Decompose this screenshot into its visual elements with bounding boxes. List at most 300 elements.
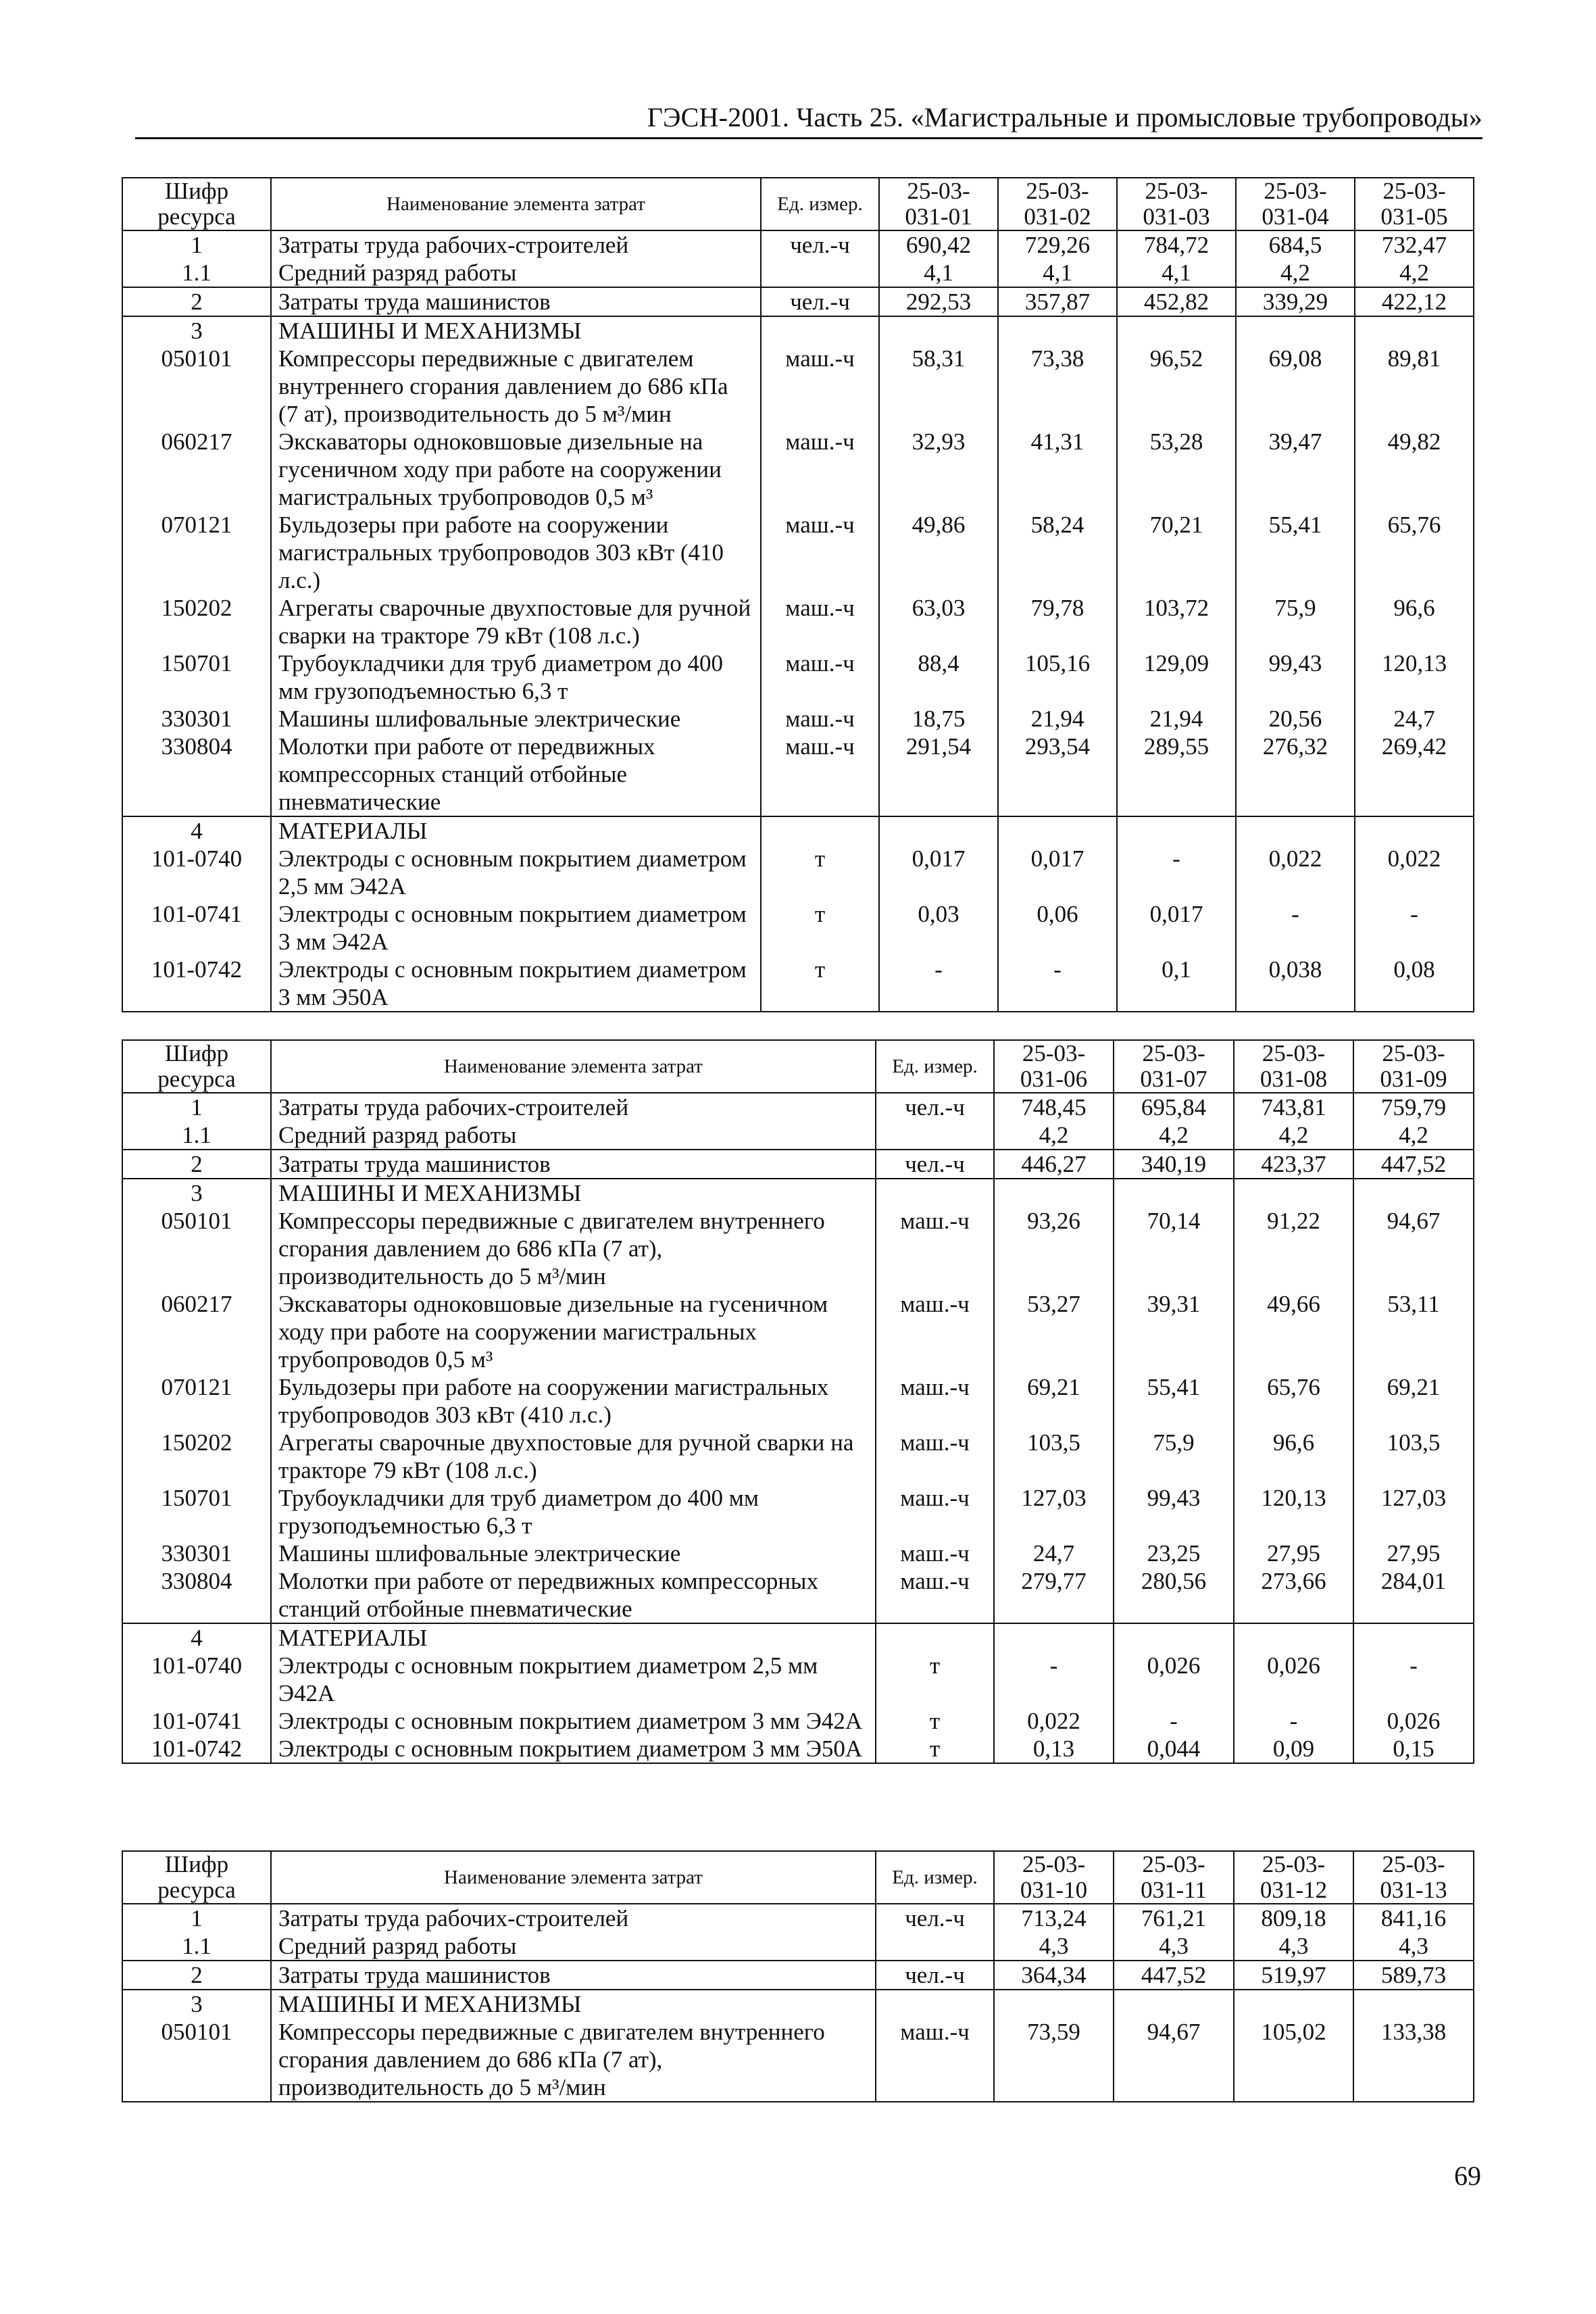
cost-element-name-cell: Средний разряд работы <box>271 1932 876 1961</box>
value-cell: 289,55 <box>1117 733 1236 816</box>
value-cell: 79,78 <box>998 594 1117 649</box>
value-cell <box>1117 816 1236 845</box>
unit-cell: т <box>761 956 879 1012</box>
value-cell <box>998 316 1117 345</box>
unit-cell: чел.-ч <box>761 287 879 316</box>
value-cell: 0,017 <box>879 845 998 900</box>
value-cell: 69,08 <box>1236 345 1355 428</box>
column-header-norm: 25-03-031-08 <box>1234 1040 1353 1093</box>
value-cell: - <box>998 956 1117 1012</box>
unit-cell: чел.-ч <box>876 1150 994 1179</box>
value-cell <box>1234 1179 1353 1207</box>
value-cell: 4,1 <box>879 259 998 287</box>
value-cell: 99,43 <box>1114 1484 1234 1540</box>
value-cell: 0,1 <box>1117 956 1236 1012</box>
unit-cell: чел.-ч <box>876 1961 994 1990</box>
cost-element-name-cell: Электроды с основным покрытием диаметром 2,5 мм Э42А <box>271 1652 876 1707</box>
value-cell <box>1114 1990 1234 2018</box>
table-row <box>122 1904 1474 1932</box>
value-cell: 340,19 <box>1114 1150 1234 1179</box>
value-cell: 4,2 <box>1355 259 1474 287</box>
unit-cell: т <box>876 1652 994 1707</box>
value-cell: 291,54 <box>879 733 998 816</box>
resource-code-cell: 1 <box>122 1904 271 1932</box>
resource-code-cell: 101-0742 <box>122 1735 271 1763</box>
value-cell: 0,044 <box>1114 1735 1234 1763</box>
resource-code-cell: 050101 <box>122 345 271 428</box>
resource-code-cell: 330804 <box>122 733 271 816</box>
value-cell: 743,81 <box>1234 1093 1353 1121</box>
resource-code-cell: 070121 <box>122 1373 271 1429</box>
resource-code-cell: 050101 <box>122 1207 271 1290</box>
column-header-norm: 25-03-031-03 <box>1117 178 1236 230</box>
cost-element-name-cell: Бульдозеры при работе на сооружении магистральных трубопроводов 303 кВт (410 л.с.) <box>271 1373 876 1429</box>
value-cell: - <box>1234 1707 1353 1735</box>
table-row <box>122 1707 1474 1735</box>
cost-element-name-cell: Агрегаты сварочные двухпостовые для ручной сварки на тракторе 79 кВт (108 л.с.) <box>271 1429 876 1484</box>
value-cell: 446,27 <box>994 1150 1114 1179</box>
value-cell: 0,03 <box>879 900 998 956</box>
value-cell: 70,14 <box>1114 1207 1234 1290</box>
value-cell: 0,09 <box>1234 1735 1353 1763</box>
column-header-norm: 25-03-031-11 <box>1114 1851 1234 1904</box>
table-row <box>122 1373 1474 1429</box>
resource-code-cell: 3 <box>122 316 271 345</box>
norms-table-2 <box>122 1039 1474 1764</box>
value-cell <box>994 1623 1114 1652</box>
value-cell: 4,3 <box>1353 1932 1474 1961</box>
value-cell: 69,21 <box>1353 1373 1474 1429</box>
resource-code-cell: 060217 <box>122 428 271 511</box>
unit-cell <box>876 1990 994 2018</box>
cost-element-name-cell: Электроды с основным покрытием диаметром 3 мм Э50А <box>271 956 761 1012</box>
value-cell: 809,18 <box>1234 1904 1353 1932</box>
value-cell: 280,56 <box>1114 1567 1234 1623</box>
resource-code-cell: 150202 <box>122 1429 271 1484</box>
section-row <box>122 1179 1474 1207</box>
value-cell: 58,24 <box>998 511 1117 594</box>
value-cell: 748,45 <box>994 1093 1114 1121</box>
unit-cell: маш.-ч <box>876 1373 994 1429</box>
value-cell: 4,2 <box>994 1121 1114 1150</box>
value-cell: 91,22 <box>1234 1207 1353 1290</box>
value-cell: 105,02 <box>1234 2018 1353 2102</box>
value-cell: 63,03 <box>879 594 998 649</box>
unit-cell: маш.-ч <box>876 2018 994 2102</box>
unit-cell <box>876 1179 994 1207</box>
value-cell: 4,2 <box>1114 1121 1234 1150</box>
value-cell: 0,026 <box>1114 1652 1234 1707</box>
value-cell: 422,12 <box>1355 287 1474 316</box>
value-cell: 4,1 <box>1117 259 1236 287</box>
value-cell: 292,53 <box>879 287 998 316</box>
page-header-title: ГЭСН-2001. Часть 25. «Магистральные и промысловые трубопроводы» <box>135 101 1482 139</box>
value-cell: 0,06 <box>998 900 1117 956</box>
value-cell: 452,82 <box>1117 287 1236 316</box>
column-header-norm: 25-03-031-09 <box>1353 1040 1474 1093</box>
table-row <box>122 705 1474 733</box>
value-cell <box>1355 316 1474 345</box>
unit-cell: маш.-ч <box>761 705 879 733</box>
unit-cell: чел.-ч <box>761 230 879 259</box>
value-cell: 21,94 <box>1117 705 1236 733</box>
value-cell: 24,7 <box>994 1540 1114 1567</box>
resource-code-cell: 060217 <box>122 1290 271 1373</box>
value-cell: 4,3 <box>994 1932 1114 1961</box>
value-cell: 4,2 <box>1236 259 1355 287</box>
value-cell: 103,72 <box>1117 594 1236 649</box>
resource-code-cell: 4 <box>122 816 271 845</box>
column-header-norm: 25-03-031-01 <box>879 178 998 230</box>
resource-code-cell: 330301 <box>122 1540 271 1567</box>
resource-code-cell: 330804 <box>122 1567 271 1623</box>
value-cell: 339,29 <box>1236 287 1355 316</box>
table-row <box>122 1484 1474 1540</box>
unit-cell: т <box>761 845 879 900</box>
value-cell <box>994 1990 1114 2018</box>
cost-element-name-cell: Электроды с основным покрытием диаметром 3 мм Э42А <box>271 900 761 956</box>
table-row <box>122 649 1474 705</box>
value-cell: 423,37 <box>1234 1150 1353 1179</box>
cost-element-name-cell: Компрессоры передвижные с двигателем внутреннего сгорания давлением до 686 кПа (7 ат), производительность до 5 м³/мин <box>271 345 761 428</box>
value-cell: 0,13 <box>994 1735 1114 1763</box>
cost-element-name-cell: Машины шлифовальные электрические <box>271 705 761 733</box>
resource-code-cell: 070121 <box>122 511 271 594</box>
table-row <box>122 1932 1474 1961</box>
resource-code-cell: 1.1 <box>122 1932 271 1961</box>
table-row <box>122 1207 1474 1290</box>
cost-element-name-cell: Бульдозеры при работе на сооружении магистральных трубопроводов 303 кВт (410 л.с.) <box>271 511 761 594</box>
value-cell: 0,15 <box>1353 1735 1474 1763</box>
value-cell <box>879 816 998 845</box>
resource-code-cell: 4 <box>122 1623 271 1652</box>
value-cell: 273,66 <box>1234 1567 1353 1623</box>
resource-code-cell: 150202 <box>122 594 271 649</box>
value-cell: 0,026 <box>1234 1652 1353 1707</box>
value-cell: 96,52 <box>1117 345 1236 428</box>
unit-cell: маш.-ч <box>876 1540 994 1567</box>
column-header-norm: 25-03-031-04 <box>1236 178 1355 230</box>
cost-element-name-cell: Трубоукладчики для труб диаметром до 400 мм грузоподъемностью 6,3 т <box>271 649 761 705</box>
cost-element-name-cell: Молотки при работе от передвижных компрессорных станций отбойные пневматические <box>271 1567 876 1623</box>
cost-element-name-cell: Затраты труда машинистов <box>271 1961 876 1990</box>
value-cell: 39,31 <box>1114 1290 1234 1373</box>
value-cell: - <box>1117 845 1236 900</box>
value-cell: 53,27 <box>994 1290 1114 1373</box>
value-cell: 27,95 <box>1234 1540 1353 1567</box>
resource-code-cell: 3 <box>122 1179 271 1207</box>
value-cell: 4,2 <box>1234 1121 1353 1150</box>
value-cell <box>994 1179 1114 1207</box>
column-header-name: Наименование элемента затрат <box>271 1851 876 1904</box>
value-cell <box>1234 1623 1353 1652</box>
table-row <box>122 1150 1474 1179</box>
value-cell: 684,5 <box>1236 230 1355 259</box>
value-cell: 41,31 <box>998 428 1117 511</box>
table-row <box>122 511 1474 594</box>
value-cell: 75,9 <box>1236 594 1355 649</box>
value-cell: 70,21 <box>1117 511 1236 594</box>
section-row <box>122 316 1474 345</box>
value-cell <box>1236 816 1355 845</box>
value-cell: - <box>1236 900 1355 956</box>
unit-cell: т <box>876 1707 994 1735</box>
value-cell: 713,24 <box>994 1904 1114 1932</box>
column-header-name: Наименование элемента затрат <box>271 178 761 230</box>
value-cell: 0,017 <box>1117 900 1236 956</box>
value-cell <box>1234 1990 1353 2018</box>
value-cell <box>1353 1623 1474 1652</box>
column-header-norm: 25-03-031-07 <box>1114 1040 1234 1093</box>
value-cell: 58,31 <box>879 345 998 428</box>
cost-element-name-cell: Экскаваторы одноковшовые дизельные на гусеничном ходу при работе на сооружении магистральных трубопроводов 0,5 м³ <box>271 428 761 511</box>
value-cell: 279,77 <box>994 1567 1114 1623</box>
table-row <box>122 733 1474 816</box>
value-cell: 447,52 <box>1353 1150 1474 1179</box>
value-cell: 94,67 <box>1114 2018 1234 2102</box>
value-cell: 732,47 <box>1355 230 1474 259</box>
section-row <box>122 816 1474 845</box>
table-row <box>122 594 1474 649</box>
table-row <box>122 345 1474 428</box>
cost-element-name-cell: Средний разряд работы <box>271 1121 876 1150</box>
value-cell: 21,94 <box>998 705 1117 733</box>
value-cell: - <box>1114 1707 1234 1735</box>
value-cell: 284,01 <box>1353 1567 1474 1623</box>
value-cell: 841,16 <box>1353 1904 1474 1932</box>
unit-cell: чел.-ч <box>876 1904 994 1932</box>
page-number: 69 <box>1454 2161 1481 2191</box>
column-header-unit: Ед. измер. <box>876 1851 994 1904</box>
value-cell: 589,73 <box>1353 1961 1474 1990</box>
resource-code-cell: 2 <box>122 1961 271 1990</box>
value-cell: 93,26 <box>994 1207 1114 1290</box>
value-cell: 96,6 <box>1234 1429 1353 1484</box>
resource-code-cell: 330301 <box>122 705 271 733</box>
section-title-cell: МАТЕРИАЛЫ <box>271 816 761 845</box>
unit-cell: маш.-ч <box>876 1567 994 1623</box>
resource-code-cell: 150701 <box>122 1484 271 1540</box>
cost-element-name-cell: Затраты труда рабочих-строителей <box>271 1904 876 1932</box>
table-row <box>122 1961 1474 1990</box>
value-cell: 293,54 <box>998 733 1117 816</box>
value-cell: 94,67 <box>1353 1207 1474 1290</box>
value-cell: 55,41 <box>1114 1373 1234 1429</box>
value-cell: 364,34 <box>994 1961 1114 1990</box>
cost-element-name-cell: Молотки при работе от передвижных компрессорных станций отбойные пневматические <box>271 733 761 816</box>
column-header-norm: 25-03-031-02 <box>998 178 1117 230</box>
section-title-cell: МАТЕРИАЛЫ <box>271 1623 876 1652</box>
value-cell: 75,9 <box>1114 1429 1234 1484</box>
cost-element-name-cell: Компрессоры передвижные с двигателем внутреннего сгорания давлением до 686 кПа (7 ат), производительность до 5 м³/мин <box>271 1207 876 1290</box>
value-cell: 99,43 <box>1236 649 1355 705</box>
unit-cell <box>761 816 879 845</box>
cost-element-name-cell: Электроды с основным покрытием диаметром 2,5 мм Э42А <box>271 845 761 900</box>
cost-element-name-cell: Компрессоры передвижные с двигателем внутреннего сгорания давлением до 686 кПа (7 ат), производительность до 5 м³/мин <box>271 2018 876 2102</box>
value-cell <box>1353 1179 1474 1207</box>
value-cell: - <box>994 1652 1114 1707</box>
cost-element-name-cell: Затраты труда рабочих-строителей <box>271 230 761 259</box>
value-cell <box>1355 816 1474 845</box>
resource-code-cell: 1 <box>122 230 271 259</box>
table-row <box>122 845 1474 900</box>
value-cell: 49,66 <box>1234 1290 1353 1373</box>
value-cell: 729,26 <box>998 230 1117 259</box>
table-row <box>122 2018 1474 2102</box>
unit-cell: маш.-ч <box>876 1484 994 1540</box>
value-cell: 65,76 <box>1234 1373 1353 1429</box>
value-cell <box>879 316 998 345</box>
value-cell: 88,4 <box>879 649 998 705</box>
unit-cell: маш.-ч <box>761 733 879 816</box>
resource-code-cell: 1.1 <box>122 1121 271 1150</box>
value-cell: 0,022 <box>1236 845 1355 900</box>
table-row <box>122 287 1474 316</box>
column-header-name: Наименование элемента затрат <box>271 1040 876 1093</box>
unit-cell: маш.-ч <box>761 345 879 428</box>
value-cell: 32,93 <box>879 428 998 511</box>
column-header-norm: 25-03-031-12 <box>1234 1851 1353 1904</box>
unit-cell: маш.-ч <box>876 1429 994 1484</box>
column-header-code: Шифр ресурса <box>122 1851 271 1904</box>
section-title-cell: МАШИНЫ И МЕХАНИЗМЫ <box>271 1990 876 2018</box>
table-row <box>122 1735 1474 1763</box>
table-row <box>122 1567 1474 1623</box>
section-row <box>122 1990 1474 2018</box>
value-cell <box>1114 1623 1234 1652</box>
unit-cell: маш.-ч <box>876 1290 994 1373</box>
table-row <box>122 1429 1474 1484</box>
value-cell: 53,11 <box>1353 1290 1474 1373</box>
unit-cell <box>876 1121 994 1150</box>
resource-code-cell: 3 <box>122 1990 271 2018</box>
value-cell: 519,97 <box>1234 1961 1353 1990</box>
cost-element-name-cell: Затраты труда машинистов <box>271 1150 876 1179</box>
value-cell: 0,08 <box>1355 956 1474 1012</box>
value-cell: - <box>1353 1652 1474 1707</box>
unit-cell: т <box>876 1735 994 1763</box>
column-header-code: Шифр ресурса <box>122 1040 271 1093</box>
table-row <box>122 1290 1474 1373</box>
table-row <box>122 1121 1474 1150</box>
norms-table-3 <box>122 1850 1474 2102</box>
resource-code-cell: 101-0741 <box>122 900 271 956</box>
value-cell: 276,32 <box>1236 733 1355 816</box>
value-cell: 49,82 <box>1355 428 1474 511</box>
value-cell: 20,56 <box>1236 705 1355 733</box>
table-row <box>122 956 1474 1012</box>
value-cell: 761,21 <box>1114 1904 1234 1932</box>
column-header-unit: Ед. измер. <box>761 178 879 230</box>
value-cell: 49,86 <box>879 511 998 594</box>
unit-cell <box>876 1623 994 1652</box>
unit-cell: маш.-ч <box>876 1207 994 1290</box>
value-cell: 103,5 <box>994 1429 1114 1484</box>
table-row <box>122 259 1474 287</box>
section-title-cell: МАШИНЫ И МЕХАНИЗМЫ <box>271 316 761 345</box>
value-cell: 447,52 <box>1114 1961 1234 1990</box>
value-cell: 690,42 <box>879 230 998 259</box>
value-cell: 0,022 <box>1355 845 1474 900</box>
value-cell: 53,28 <box>1117 428 1236 511</box>
value-cell: 4,1 <box>998 259 1117 287</box>
value-cell: 0,017 <box>998 845 1117 900</box>
table-row <box>122 428 1474 511</box>
cost-element-name-cell: Средний разряд работы <box>271 259 761 287</box>
unit-cell: т <box>761 900 879 956</box>
value-cell: 133,38 <box>1353 2018 1474 2102</box>
cost-element-name-cell: Машины шлифовальные электрические <box>271 1540 876 1567</box>
unit-cell: маш.-ч <box>761 511 879 594</box>
value-cell <box>1236 316 1355 345</box>
column-header-code: Шифр ресурса <box>122 178 271 230</box>
resource-code-cell: 1 <box>122 1093 271 1121</box>
value-cell: 4,3 <box>1114 1932 1234 1961</box>
norms-table-1 <box>122 177 1474 1012</box>
section-title-cell: МАШИНЫ И МЕХАНИЗМЫ <box>271 1179 876 1207</box>
value-cell: 120,13 <box>1355 649 1474 705</box>
resource-code-cell: 101-0741 <box>122 1707 271 1735</box>
table-row <box>122 230 1474 259</box>
unit-cell: чел.-ч <box>876 1093 994 1121</box>
value-cell <box>1114 1179 1234 1207</box>
table-row <box>122 1093 1474 1121</box>
value-cell: 127,03 <box>994 1484 1114 1540</box>
column-header-norm: 25-03-031-13 <box>1353 1851 1474 1904</box>
value-cell: 759,79 <box>1353 1093 1474 1121</box>
cost-element-name-cell: Электроды с основным покрытием диаметром 3 мм Э50А <box>271 1735 876 1763</box>
cost-element-name-cell: Электроды с основным покрытием диаметром 3 мм Э42А <box>271 1707 876 1735</box>
value-cell: 18,75 <box>879 705 998 733</box>
value-cell: 784,72 <box>1117 230 1236 259</box>
unit-cell <box>761 259 879 287</box>
value-cell: 0,038 <box>1236 956 1355 1012</box>
resource-code-cell: 2 <box>122 287 271 316</box>
value-cell: 357,87 <box>998 287 1117 316</box>
resource-code-cell: 050101 <box>122 2018 271 2102</box>
table-row <box>122 900 1474 956</box>
resource-code-cell: 101-0740 <box>122 845 271 900</box>
unit-cell <box>761 316 879 345</box>
column-header-norm: 25-03-031-06 <box>994 1040 1114 1093</box>
value-cell: - <box>879 956 998 1012</box>
table-row <box>122 1540 1474 1567</box>
value-cell: 269,42 <box>1355 733 1474 816</box>
resource-code-cell: 1.1 <box>122 259 271 287</box>
value-cell: - <box>1355 900 1474 956</box>
column-header-unit: Ед. измер. <box>876 1040 994 1093</box>
value-cell: 69,21 <box>994 1373 1114 1429</box>
value-cell: 120,13 <box>1234 1484 1353 1540</box>
value-cell: 127,03 <box>1353 1484 1474 1540</box>
unit-cell <box>876 1932 994 1961</box>
resource-code-cell: 101-0740 <box>122 1652 271 1707</box>
value-cell: 39,47 <box>1236 428 1355 511</box>
value-cell: 27,95 <box>1353 1540 1474 1567</box>
cost-element-name-cell: Затраты труда рабочих-строителей <box>271 1093 876 1121</box>
unit-cell: маш.-ч <box>761 649 879 705</box>
value-cell: 105,16 <box>998 649 1117 705</box>
value-cell: 24,7 <box>1355 705 1474 733</box>
cost-element-name-cell: Агрегаты сварочные двухпостовые для ручной сварки на тракторе 79 кВт (108 л.с.) <box>271 594 761 649</box>
table-row <box>122 1652 1474 1707</box>
cost-element-name-cell: Затраты труда машинистов <box>271 287 761 316</box>
value-cell: 65,76 <box>1355 511 1474 594</box>
value-cell: 89,81 <box>1355 345 1474 428</box>
value-cell: 103,5 <box>1353 1429 1474 1484</box>
cost-element-name-cell: Экскаваторы одноковшовые дизельные на гусеничном ходу при работе на сооружении магистральных трубопроводов 0,5 м³ <box>271 1290 876 1373</box>
resource-code-cell: 150701 <box>122 649 271 705</box>
